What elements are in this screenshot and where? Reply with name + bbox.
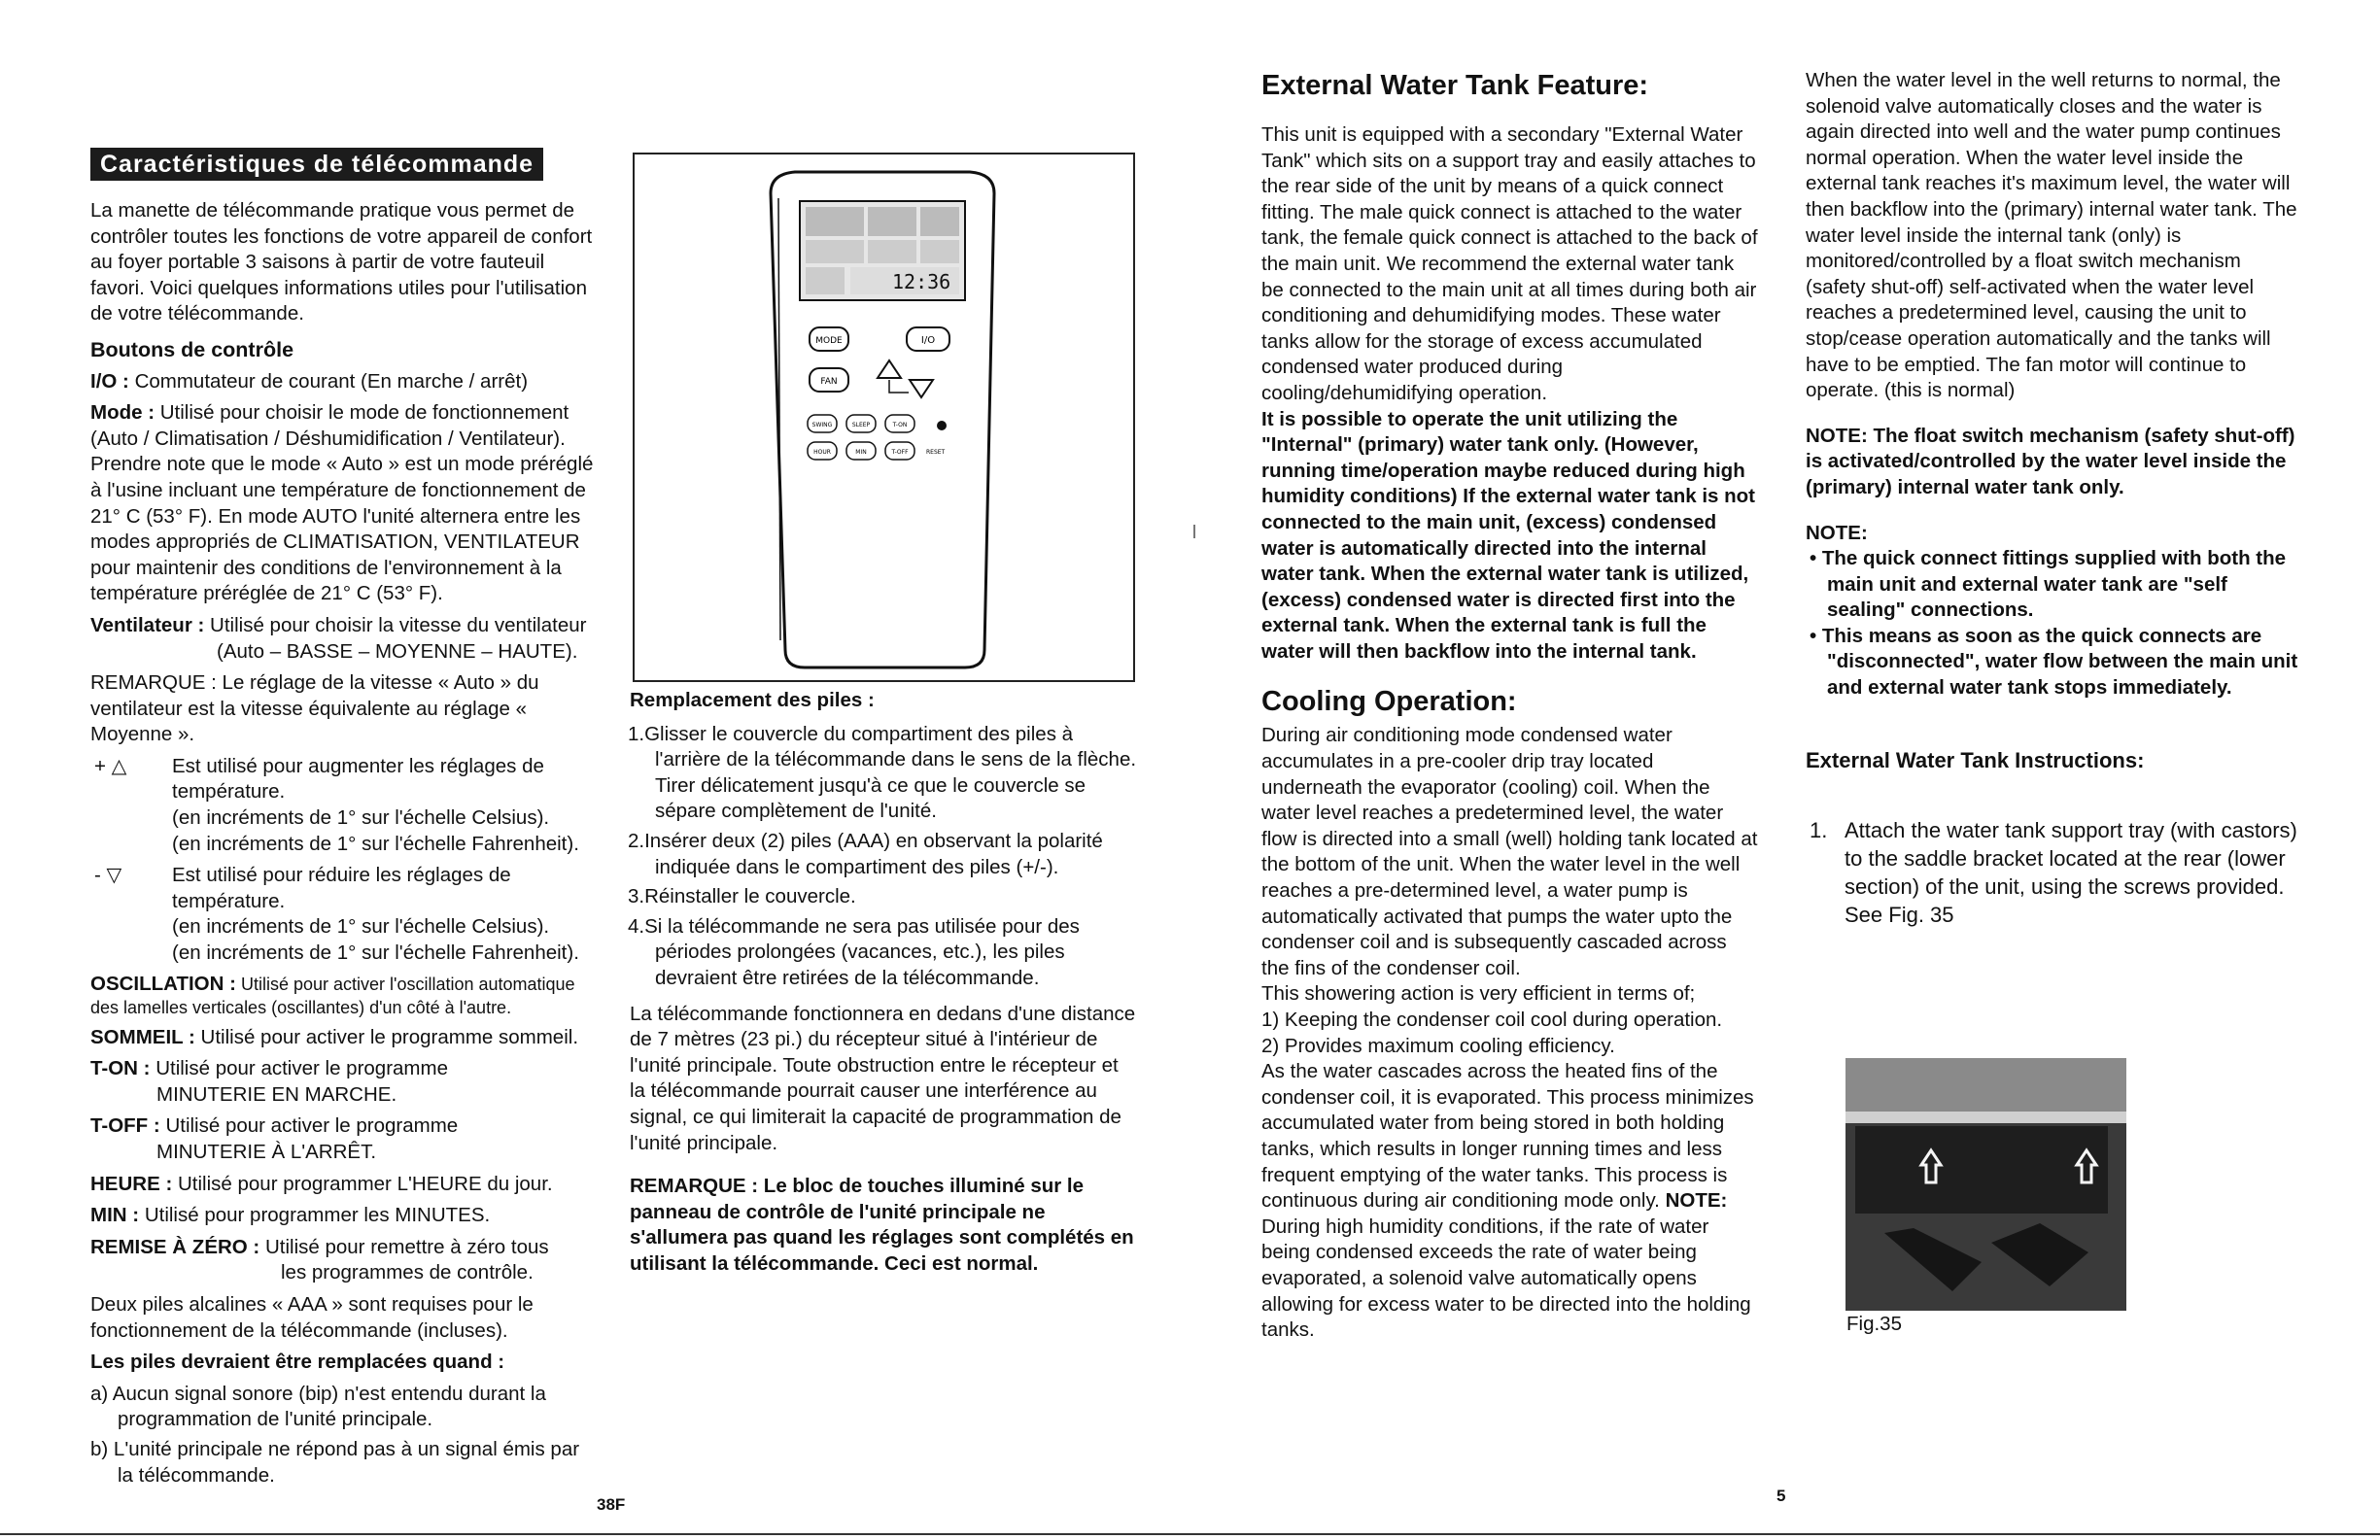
mode-entry: Mode : Utilisé pour choisir le mode de fonctionnement (Auto / Climatisation / Déshumidification / Ventilateur). Prendre note que le mode « Auto » est un mode préréglé à l'usine incluant une température de fonctionnement de 21° C (53° F). En mode AUTO l'unité alternera entre les modes appropriés de CLIMATISATION, VENTILATEUR pour maintenir des conditions de l'environnement à la température préréglée de 21° C (53° F).: [90, 401, 594, 605]
reset-button-label: RESET: [926, 449, 946, 456]
external-tank-bold-paragraph: It is possible to operate the unit utilizing the "Internal" (primary) water tank only. (However, running time/operation maybe reduced during high humidity conditions) If the external water tank is not connected to the main unit, (excess) condensed water is automatically directed into the internal water tank. When the external water tank is utilized, (excess) condensed water is directed first into the external tank. When the external tank is full the water will then backflow into the internal tank.: [1261, 407, 1756, 663]
battery-step-2: 2.Insérer deux (2) piles (AAA) en observant la polarité indiquée dans le compartiment des piles (+/-).: [628, 829, 1103, 878]
section-banner: Caractéristiques de télécommande: [90, 148, 543, 181]
sleep-button-label: SLEEP: [851, 422, 871, 428]
cooling-paragraph-1: During air conditioning mode condensed water accumulates in a pre-cooler drip tray located underneath the evaporator (cooling) coil. When the water level reaches a predetermined level, the water flow is directed into a small (well) holding tank located at the bottom of the unit. When the water level in the well reaches a pre-determined level, a water pump is automatically activated that pumps the water upto the condenser coil and is subsequently cascaded across the fins of the condenser coil.: [1261, 724, 1758, 979]
intro-paragraph: La manette de télécommande pratique vous permet de contrôler toutes les fonctions de votre appareil de confort au foyer portable 3 saisons à partir de votre fauteuil favori. Voici quelques informations utiles pour l'utilisation de votre télécommande.: [90, 199, 593, 325]
swing-button-label: SWING: [811, 422, 833, 428]
cooling-heading: Cooling Operation:: [1261, 686, 1517, 718]
float-switch-note: NOTE: The float switch mechanism (safety shut-off) is activated/controlled by the water level inside the (primary) internal water tank only.: [1806, 424, 2295, 498]
keypad-remark: REMARQUE : Le bloc de touches illuminé sur le panneau de contrôle de l'unité principale ne s'allumera pas quand les réglages sont complétés en utilisant la télécommande. Ceci est normal.: [630, 1175, 1134, 1275]
cooling-paragraph-3: As the water cascades across the heated fins of the condenser coil, it is evaporated. This process minimizes accumulated water from being stored in both holding tanks, which results in longer running times and less frequent emptying of the water tanks. This process is continuous during air conditioning mode only. NOTE: During high humidity conditions, if the rate of water being condensed exceeds the rate of water being evaporated, a solenoid valve automatically opens allowing for excess water to be directed into the holding tanks.: [1261, 1060, 1754, 1342]
fan-button-label: FAN: [820, 377, 838, 387]
reset-entry: REMISE À ZÉRO : Utilisé pour remettre à zéro tous les programmes de contrôle.: [90, 1235, 549, 1284]
remote-control-drawing: [635, 154, 1133, 680]
display-time: 12:36: [892, 270, 951, 293]
external-tank-heading: External Water Tank Feature:: [1261, 70, 1649, 101]
cooling-list-1: 1) Keeping the condenser coil cool during operation.: [1261, 1009, 1723, 1031]
min-entry: MIN : Utilisé pour programmer les MINUTES.: [90, 1204, 491, 1227]
battery-step-3: 3.Réinstaller le couvercle.: [628, 885, 856, 908]
replace-heading: Les piles devraient être remplacées quand :: [90, 1351, 505, 1374]
page-number-right: 5: [1776, 1487, 1786, 1505]
battery-replacement-heading: Remplacement des piles :: [630, 689, 875, 711]
external-tank-column: [1261, 68, 1759, 1344]
figure-35-caption: Fig.35: [1846, 1313, 1902, 1335]
tank-tray-photo-drawing: [1845, 1058, 2126, 1311]
range-paragraph: La télécommande fonctionnera en dedans d'une distance de 7 mètres (23 pi.) du récepteur situé à l'intérieur de l'unité principale. Toute obstruction entre le récepteur et la télécommande pourrait causer une interférence au signal, ce qui limiterait la capacité de programmation de l'unité principale.: [630, 1002, 1136, 1154]
plus-entry: + △ Est utilisé pour augmenter les réglages de température. (en incréments de 1° sur l'échelle Celsius). (en incréments de 1° sur l'échelle Fahrenheit).: [90, 754, 594, 857]
battery-step-4: 4.Si la télécommande ne sera pas utilisée pour des périodes prolongées (vacances, etc.), les piles devraient être retirées de la télécommande.: [628, 914, 1080, 989]
triangle-up-icon: + △: [94, 754, 127, 777]
bottom-edge-line: [0, 1533, 2380, 1535]
page-number-left: 38F: [597, 1495, 626, 1514]
ton-button-label: T-ON: [892, 422, 908, 428]
external-tank-paragraph: This unit is equipped with a secondary "External Water Tank" which sits on a support tray and easily attaches to the rear side of the unit by means of a quick connect fitting. The male quick connect is attached to the water tank, the female quick connect is attached to the back of the main unit. We recommend the external water tank be connected to the main unit at all times during both air conditioning and dehumidifying modes. These water tanks allow for the storage of excess accumulated condensed water produced during cooling/dehumidifying operation.: [1261, 123, 1758, 404]
oscillation-entry: OSCILLATION : Utilisé pour activer l'oscillation automatique des lamelles verticales (oscillantes) d'un côté à l'autre.: [90, 972, 575, 1017]
minus-entry: - ▽ Est utilisé pour réduire les réglages de température. (en incréments de 1° sur l'échelle Celsius). (en incréments de 1° sur l'échelle Fahrenheit).: [90, 863, 594, 966]
left-column: [90, 148, 594, 1492]
instructions-heading: External Water Tank Instructions:: [1806, 747, 2145, 772]
toff-entry: T-OFF : Utilisé pour activer le programme MINUTERIE À L'ARRÊT.: [90, 1114, 459, 1163]
ton-entry: T-ON : Utilisé pour activer le programme MINUTERIE EN MARCHE.: [90, 1057, 448, 1106]
mode-button-label: MODE: [815, 336, 843, 346]
io-button-label: I/O: [920, 335, 936, 346]
triangle-down-icon: - ▽: [94, 864, 122, 887]
instruction-step-1: 1. Attach the water tank support tray (with castors) to the saddle bracket located at the rear (lower section) of the unit, using the screws provided. See Fig. 35: [1810, 818, 2297, 928]
middle-column: [630, 688, 1137, 1277]
io-entry: I/O : Commutateur de courant (En marche / arrêt): [90, 369, 529, 393]
remote-illustration-frame: [633, 153, 1135, 682]
water-level-paragraph: When the water level in the well returns to normal, the solenoid valve automatically closes and the water is again directed into well and the water pump continues normal operation. When the water level inside the external tank reaches it's maximum level, the water will then backflow into the (primary) internal water tank. The water level inside the internal tank (only) is monitored/controlled by a float switch mechanism (safety shut-off) self-activated when the water level reaches a predetermined level, causing the unit to stop/cease operation automatically and the tanks will have to be emptied. The fan motor will continue to operate. (this is normal): [1806, 69, 2297, 402]
fan-entry: Ventilateur : Utilisé pour choisir la vitesse du ventilateur (Auto – BASSE – MOYENNE – HAUTE).: [90, 613, 587, 663]
cooling-list-2: 2) Provides maximum cooling efficiency.: [1261, 1034, 1615, 1057]
remark-fan: REMARQUE : Le réglage de la vitesse « Auto » du ventilateur est la vitesse équivalente au réglage « Moyenne ».: [90, 671, 539, 746]
cooling-paragraph-2: This showering action is very efficient in terms of;: [1261, 982, 1696, 1006]
note-bullet-2: • This means as soon as the quick connects are "disconnected", water flow between the main unit and external water tank stops immediately.: [1810, 624, 2298, 700]
hour-entry: HEURE : Utilisé pour programmer L'HEURE du jour.: [90, 1172, 553, 1195]
tank-notes-column: [1806, 68, 2303, 929]
note-bullet-1: • The quick connect fittings supplied with both the main unit and external water tank are "self sealing" connections.: [1810, 547, 2287, 622]
center-fold-mark: [1193, 525, 1195, 538]
note-heading: NOTE:: [1806, 521, 1868, 544]
battery-step-1: 1.Glisser le couvercle du compartiment des piles à l'arrière de la télécommande dans le sens de la flèche. Tirer délicatement jusqu'à ce que le couvercle se sépare complètement de l'unité.: [628, 722, 1137, 823]
figure-35-photo: [1845, 1058, 2126, 1311]
hour-button-label: HOUR: [813, 449, 831, 456]
replace-b: b) L'unité principale ne répond pas à un signal émis par la télécommande.: [90, 1437, 580, 1487]
replace-a: a) Aucun signal sonore (bip) n'est entendu durant la programmation de l'unité principale.: [90, 1382, 546, 1431]
min-button-label: MIN: [855, 449, 867, 456]
toff-button-label: T-OFF: [891, 449, 909, 456]
sleep-entry: SOMMEIL : Utilisé pour activer le programme sommeil.: [90, 1025, 579, 1048]
controls-heading: Boutons de contrôle: [90, 337, 294, 361]
batteries-paragraph: Deux piles alcalines « AAA » sont requises pour le fonctionnement de la télécommande (incluses).: [90, 1292, 534, 1342]
